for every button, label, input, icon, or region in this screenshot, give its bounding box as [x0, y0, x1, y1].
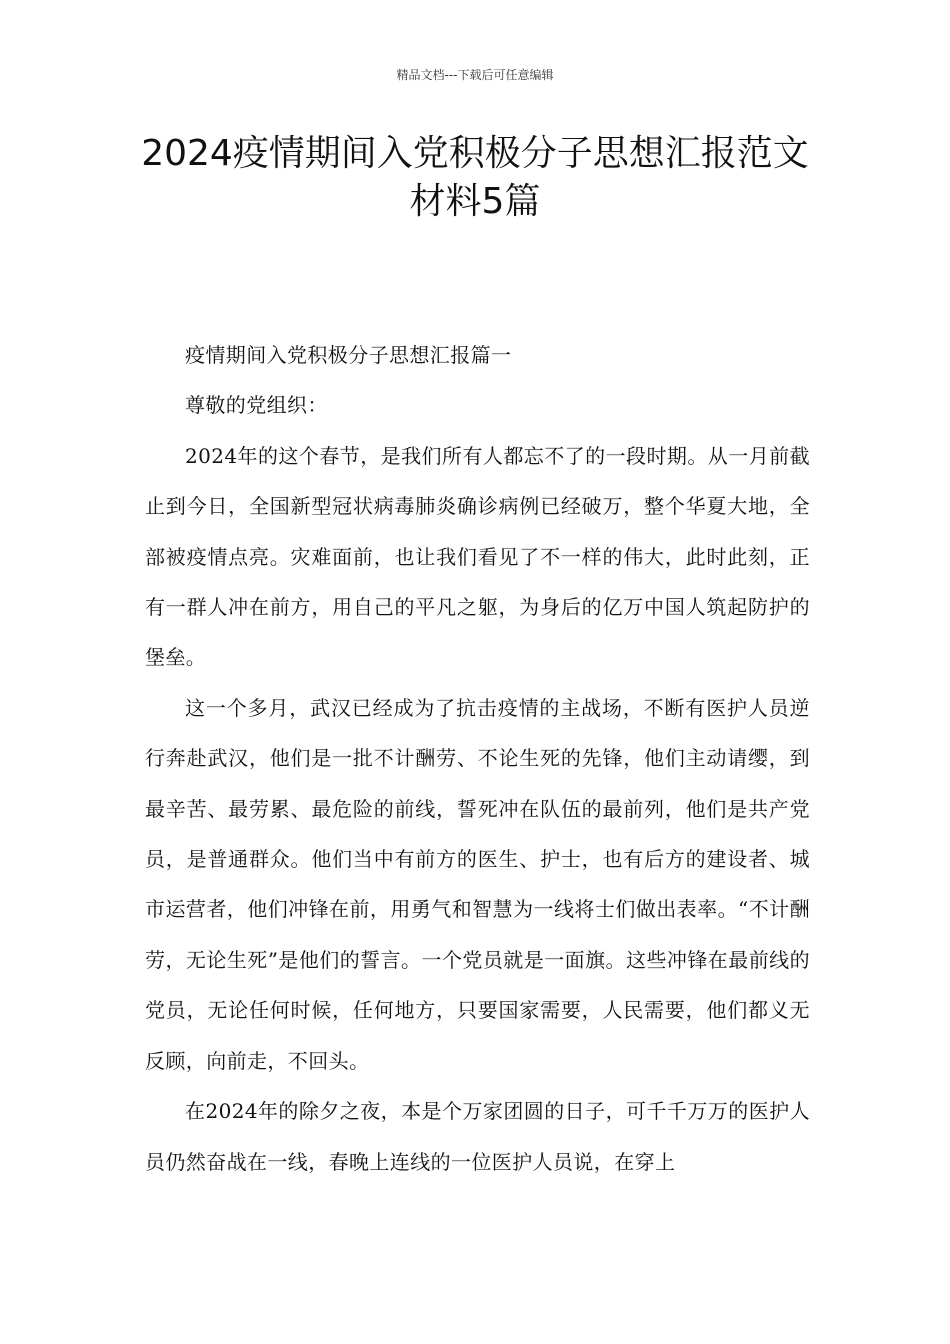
document-title: 2024疫情期间入党积极分子思想汇报范文材料5篇	[141, 133, 809, 222]
section-heading: 疫情期间入党积极分子思想汇报篇一	[185, 343, 512, 367]
body-paragraph: 2024年的这个春节，是我们所有人都忘不了的一段时期。从一月前截止到今日，全国新型冠状病毒肺炎确诊病例已经破万，整个华夏大地，全部被疫情点亮。灾难面前，也让我们看见了不一样的伟大，此时此刻，正有一群人冲在前方，用自己的平凡之躯，为身后的亿万中国人筑起防护的堡垒。	[145, 443, 810, 670]
page-header-note: 精品文档---下载后可任意编辑	[396, 68, 554, 82]
document-body	[145, 330, 810, 1187]
salutation: 尊敬的党组织：	[185, 393, 328, 418]
body-paragraph: 在2024年的除夕之夜，本是个万家团圆的日子，可千千万万的医护人员仍然奋战在一线，春晚上连线的一位医护人员说，在穿上	[145, 1099, 810, 1174]
body-paragraph: 这一个多月，武汉已经成为了抗击疫情的主战场，不断有医护人员逆行奔赴武汉，他们是一批不计酬劳、不论生死的先锋，他们主动请缨，到最辛苦、最劳累、最危险的前线，誓死冲在队伍的最前列，他们是共产党员，是普通群众。他们当中有前方的医生、护士，也有后方的建设者、城市运营者，他们冲锋在前，用勇气和智慧为一线将士们做出表率。“不计酬劳，无论生死”是他们的誓言。一个党员就是一面旗。这些冲锋在最前线的党员，无论任何时候，任何地方，只要国家需要，人民需要，他们都义无反顾，向前走，不回头。	[145, 695, 810, 1073]
